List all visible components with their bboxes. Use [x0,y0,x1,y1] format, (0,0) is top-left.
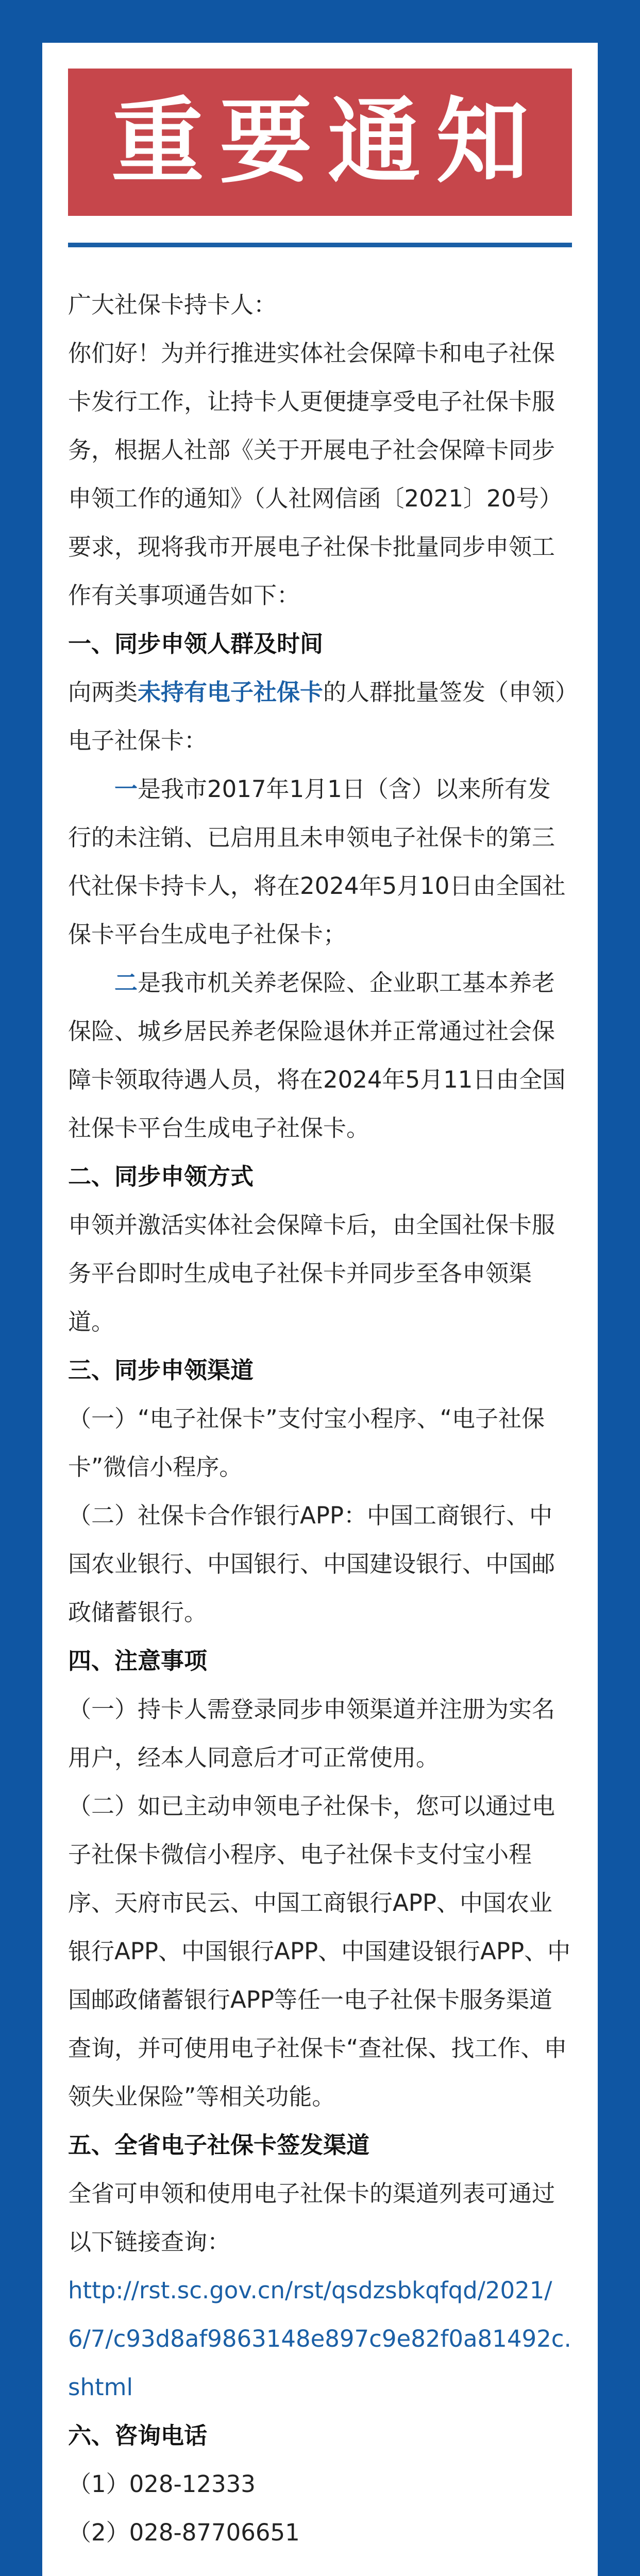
section-5-heading: 五、全省电子社保卡签发渠道 [68,2131,370,2159]
section-5-text: 全省可申领和使用电子社保卡的渠道列表可通过以下链接查询： [68,2180,555,2256]
channel-list-link[interactable]: http://rst.sc.gov.cn/rst/qsdzsbkqfqd/2021/6/7/c93d8af9863148e897c9e82f0a81492c.shtml [68,2277,571,2401]
section-4-item-1: （一）持卡人需登录同步申领渠道并注册为实名用户，经本人同意后才可正常使用。 [68,1696,555,1771]
section-2-text: 申领并激活实体社会保障卡后，由全国社保卡服务平台即时生成电子社保卡并同步至各申领渠道。 [68,1211,555,1335]
notice-title: 重要通知 [111,88,544,196]
item-2-mark: 二 [114,969,138,996]
item-1-mark: 一 [114,775,138,803]
item-2-text: 是我市机关养老保险、企业职工基本养老保险、城乡居民养老保险退休并正常通过社会保障卡领取待遇人员，将在2024年5月11日由全国社保卡平台生成电子社保卡。 [68,969,566,1142]
phone-1: （1）028-12333 [68,2470,256,2498]
item-1-text: 是我市2017年1月1日（含）以来所有发行的未注销、已启用且未申领电子社保卡的第三代社保卡持卡人，将在2024年5月10日由全国社保卡平台生成电子社保卡； [68,775,566,948]
section-4-item-2: （二）如已主动申领电子社保卡，您可以通过电子社保卡微信小程序、电子社保卡支付宝小程序、天府市民云、中国工商银行APP、中国农业银行APP、中国银行APP、中国建设银行APP、中国邮政储蓄银行APP等任一电子社保卡服务渠道查询，并可使用电子社保卡“查社保、找工作、申领失业保险”等相关功能。 [68,1792,571,2110]
notice-body [68,281,572,2557]
section-4-heading: 四、注意事项 [68,1647,208,1674]
section-6-heading: 六、咨询电话 [68,2422,208,2449]
intro-paragraph: 你们好！为并行推进实体社会保障卡和电子社保卡发行工作，让持卡人更便捷享受电子社保卡服务，根据人社部《关于开展电子社会保障卡同步申领工作的通知》（人社网信函〔2021〕20号）要求，现将我市开展电子社保卡批量同步申领工作有关事项通告如下： [68,340,563,609]
greeting: 广大社保卡持卡人： [68,291,277,318]
section-1-lead [68,668,572,765]
section-1-item-1 [68,765,572,959]
top-divider [68,243,572,247]
lead-highlight: 未持有电子社保卡 [138,679,324,706]
section-3-item-1: （一）“电子社保卡”支付宝小程序、“电子社保卡”微信小程序。 [68,1405,545,1481]
phone-2: （2）028-87706651 [68,2519,300,2546]
section-3-heading: 三、同步申领渠道 [68,1357,254,1384]
section-1-item-2 [68,959,572,1153]
section-3-item-2: （二）社保卡合作银行APP：中国工商银行、中国农业银行、中国银行、中国建设银行、中国邮政储蓄银行。 [68,1502,555,1626]
section-1-heading: 一、同步申领人群及时间 [68,630,324,657]
section-2-heading: 二、同步申领方式 [68,1163,254,1190]
title-banner [68,69,572,216]
lead-prefix: 向两类 [68,679,138,706]
lead-suffix: 的人群批量签发（申领）电子社保卡： [68,679,567,754]
notice-card [42,43,598,2576]
